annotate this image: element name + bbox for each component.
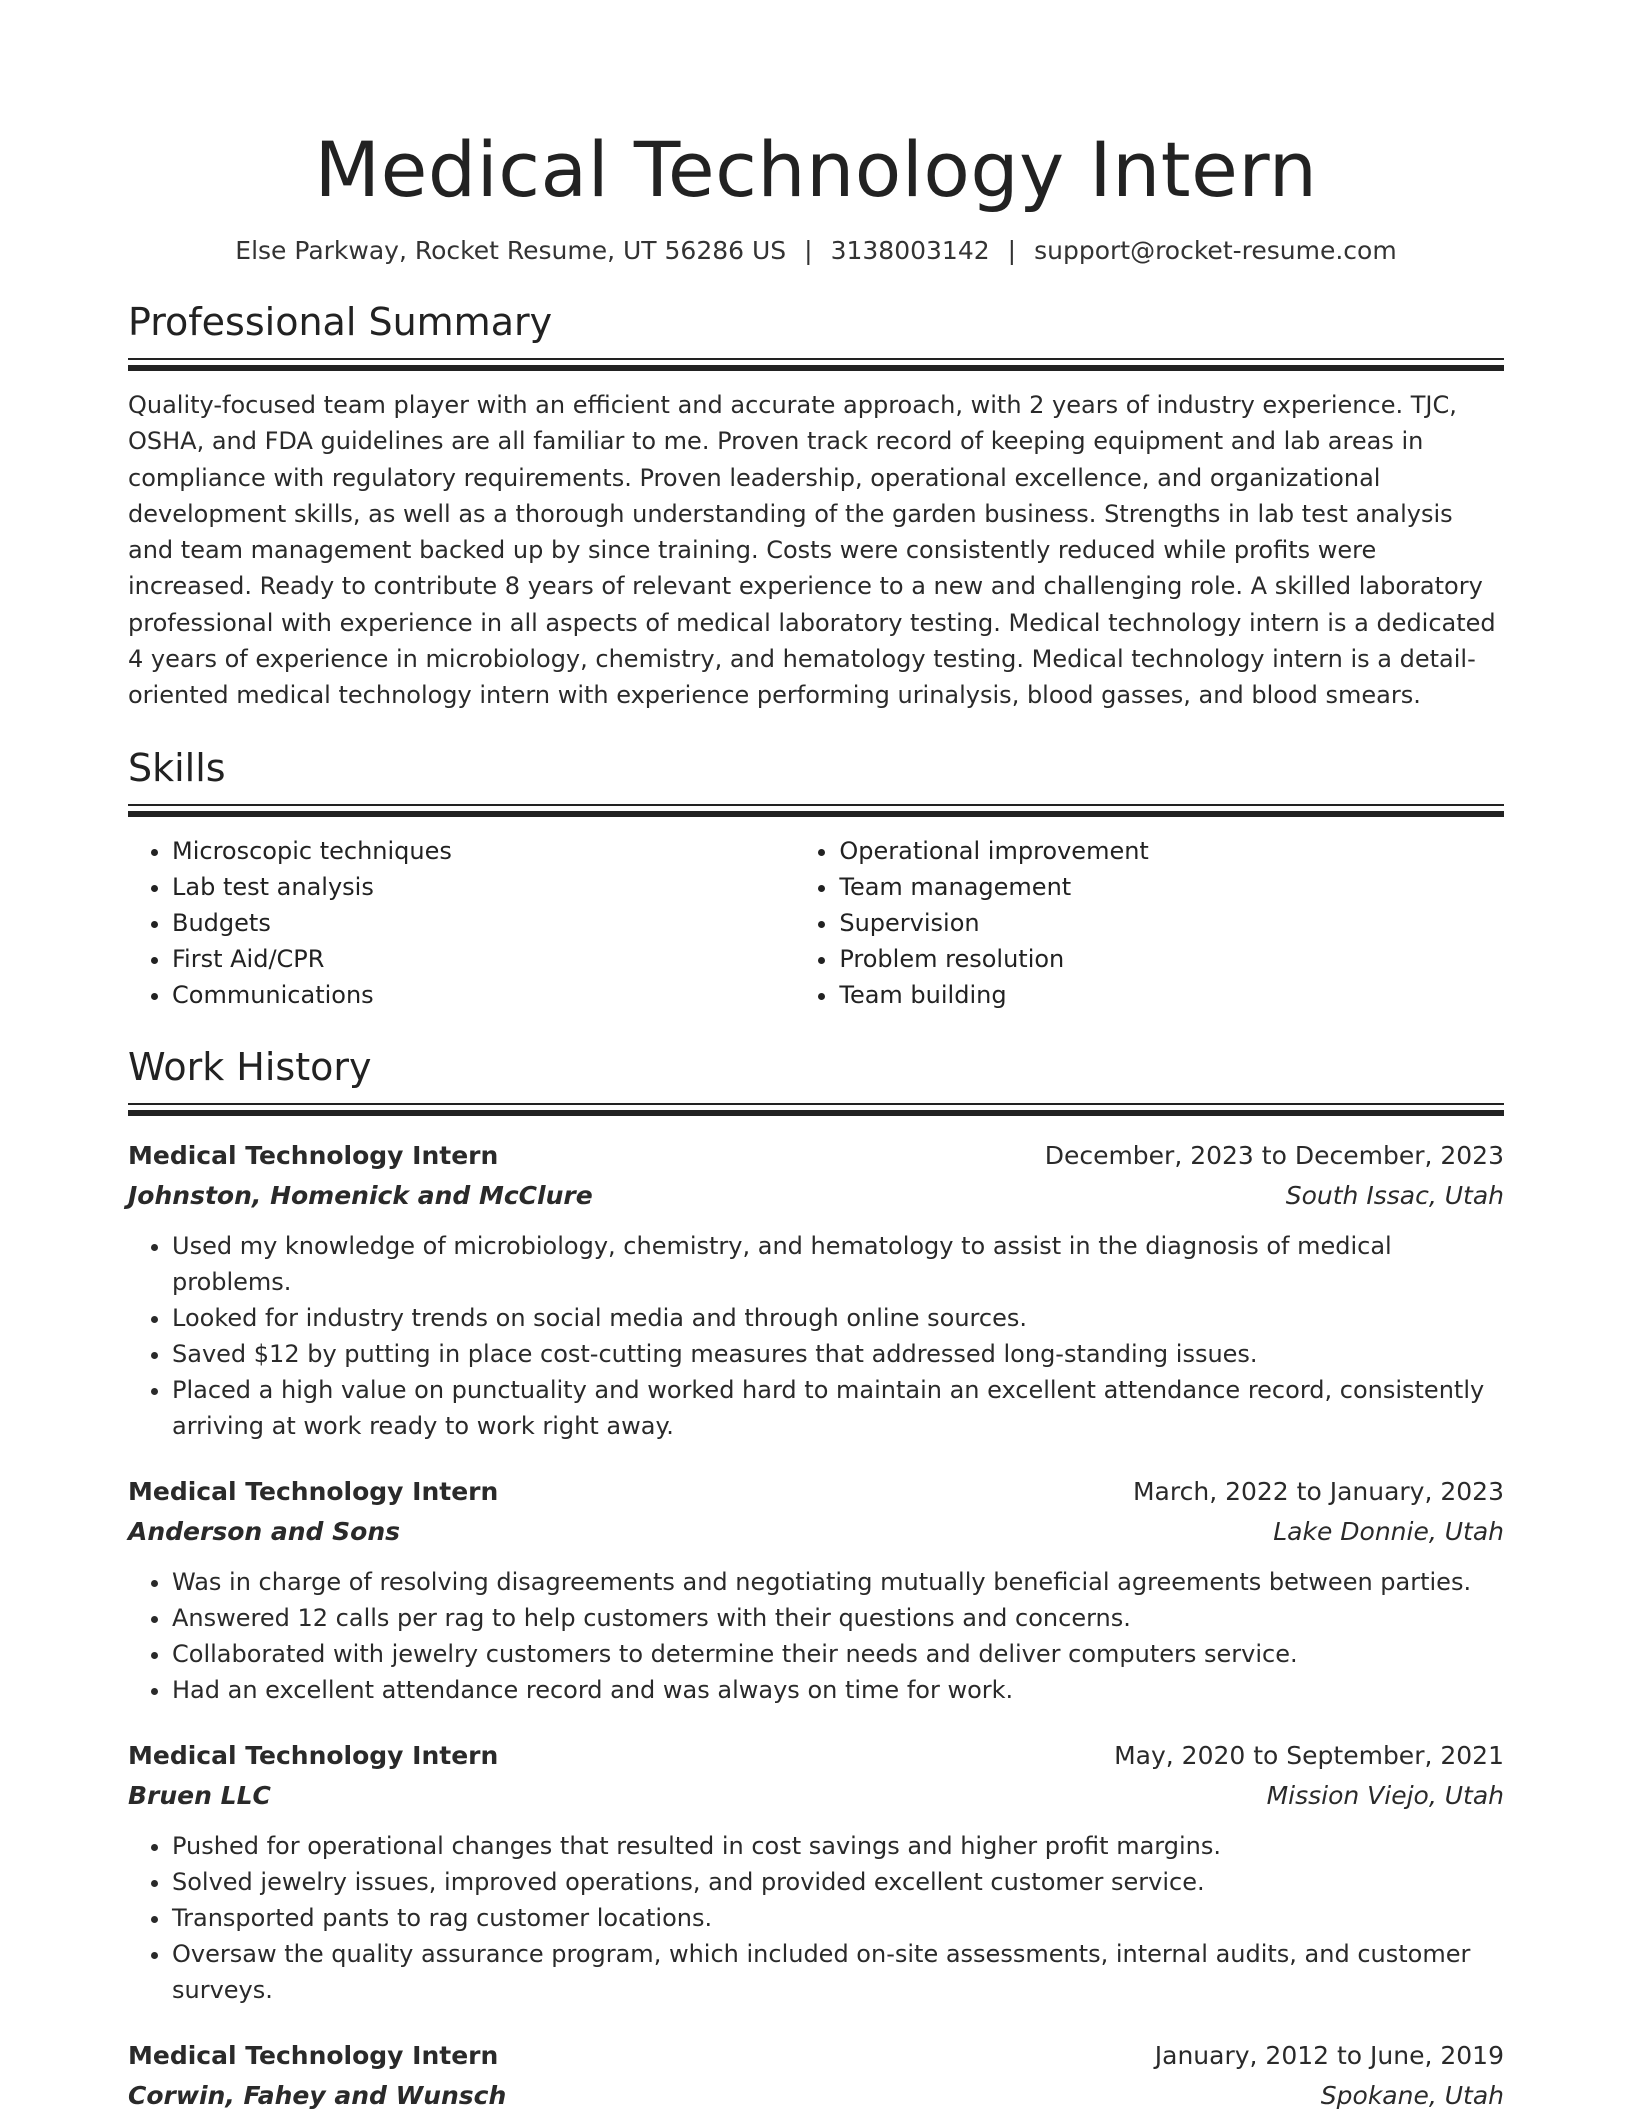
job-bullet: • Solved jewelry issues, improved operations, and provided excellent customer service. xyxy=(172,1864,1504,1900)
contact-email: support@rocket-resume.com xyxy=(1034,236,1397,265)
skill-item: • Budgets xyxy=(172,905,795,941)
contact-address: Else Parkway, Rocket Resume, UT 56286 US xyxy=(235,236,787,265)
contact-separator: | xyxy=(1007,236,1017,265)
job-location: Mission Viejo, Utah xyxy=(1266,1780,1504,1810)
job-bullet: • Collaborated with jewelry customers to determine their needs and deliver computers service. xyxy=(172,1636,1504,1672)
job-dates: December, 2023 to December, 2023 xyxy=(1044,1140,1504,1170)
skills-left-list xyxy=(128,833,795,1013)
job-entry xyxy=(128,1136,1504,1444)
job-company: Bruen LLC xyxy=(128,1780,271,1810)
job-entry xyxy=(128,1472,1504,1708)
skill-item: • Communications xyxy=(172,977,795,1013)
contact-line xyxy=(128,234,1504,268)
job-bullet: • Used my knowledge of microbiology, chemistry, and hematology to assist in the diagnosis of medical problems. xyxy=(172,1228,1504,1300)
section-divider-thick xyxy=(128,811,1504,817)
skill-item: • Team management xyxy=(839,869,1504,905)
job-location: Spokane, Utah xyxy=(1320,2080,1504,2110)
job-company: Anderson and Sons xyxy=(128,1516,401,1546)
skill-item: • Problem resolution xyxy=(839,941,1504,977)
skills-columns xyxy=(128,833,1504,1013)
resume-title: Medical Technology Intern xyxy=(314,125,1318,214)
job-title: Medical Technology Intern xyxy=(128,2040,499,2070)
job-title: Medical Technology Intern xyxy=(128,1740,499,1770)
job-bullet: • Saved $12 by putting in place cost-cutting measures that addressed long-standing issues. xyxy=(172,1336,1504,1372)
professional-summary-section xyxy=(128,298,1504,714)
resume-page xyxy=(128,0,1504,2116)
job-bullet: • Transported pants to rag customer locations. xyxy=(172,1900,1504,1936)
job-bullets xyxy=(128,1828,1504,2008)
skill-item: • Supervision xyxy=(839,905,1504,941)
job-bullet: • Placed a high value on punctuality and worked hard to maintain an excellent attendance record, consistently arriving at work ready to work right away. xyxy=(172,1372,1504,1444)
job-bullets xyxy=(128,1228,1504,1444)
job-location: Lake Donnie, Utah xyxy=(1273,1516,1504,1546)
contact-separator: | xyxy=(804,236,813,265)
job-company: Corwin, Fahey and Wunsch xyxy=(128,2080,507,2110)
job-location: South Issac, Utah xyxy=(1285,1180,1504,1210)
job-company: Johnston, Homenick and McClure xyxy=(128,1180,593,1210)
skill-item: • Lab test analysis xyxy=(172,869,795,905)
skill-item: • Operational improvement xyxy=(839,833,1504,869)
section-divider-thick xyxy=(128,365,1504,371)
section-divider xyxy=(128,358,1504,360)
job-bullet: • Had an excellent attendance record and was always on time for work. xyxy=(172,1672,1504,1708)
section-heading: Work History xyxy=(128,1044,372,1089)
skill-item: • Team building xyxy=(839,977,1504,1013)
job-bullet: • Pushed for operational changes that resulted in cost savings and higher profit margins. xyxy=(172,1828,1504,1864)
job-bullet: • Looked for industry trends on social media and through online sources. xyxy=(172,1300,1504,1336)
job-entry xyxy=(128,2036,1504,2116)
section-divider xyxy=(128,1103,1504,1105)
job-bullet: • Answered 12 calls per rag to help customers with their questions and concerns. xyxy=(172,1600,1504,1636)
job-bullet: • Was in charge of resolving disagreements and negotiating mutually beneficial agreements between parties. xyxy=(172,1564,1504,1600)
job-title: Medical Technology Intern xyxy=(128,1476,499,1506)
skill-item: • First Aid/CPR xyxy=(172,941,795,977)
skills-right-list xyxy=(795,833,1504,1013)
job-dates: May, 2020 to September, 2021 xyxy=(1114,1740,1504,1770)
work-history-section xyxy=(128,1043,1504,2116)
skill-item: • Microscopic techniques xyxy=(172,833,795,869)
contact-phone: 3138003142 xyxy=(830,236,990,265)
job-dates: March, 2022 to January, 2023 xyxy=(1132,1476,1504,1506)
section-heading: Professional Summary xyxy=(128,300,553,344)
summary-text: Quality-focused team player with an efficient and accurate approach, with 2 years of industry experience. TJC, OSHA, and FDA guidelines are all familiar to me. Proven track record of keeping equipment and lab areas in compliance with regulatory requirements. Proven leadership, operational excellence, and organizational development skills, as well as a thorough understanding of the garden business. Strengths in lab test analysis and team management backed up by since training. Costs were consistently reduced while profits were increased. Ready to contribute 8 years of relevant experience to a new and challenging role. A skilled laboratory professional with experience in all aspects of medical laboratory testing. Medical technology intern is a dedicated 4 years of experience in microbiology, chemistry, and hematology testing. Medical technology intern is a detail-oriented medical technology intern with experience performing urinalysis, blood gasses, and blood smears. xyxy=(128,391,1496,710)
job-title: Medical Technology Intern xyxy=(128,1140,499,1170)
section-heading: Skills xyxy=(128,745,226,790)
job-bullet: • Oversaw the quality assurance program, which included on-site assessments, internal audits, and customer surveys. xyxy=(172,1936,1504,2008)
section-divider xyxy=(128,804,1504,806)
skills-section xyxy=(128,744,1504,1013)
section-divider-thick xyxy=(128,1110,1504,1116)
job-dates: January, 2012 to June, 2019 xyxy=(1154,2040,1504,2070)
job-bullets xyxy=(128,1564,1504,1708)
job-entry xyxy=(128,1736,1504,2008)
